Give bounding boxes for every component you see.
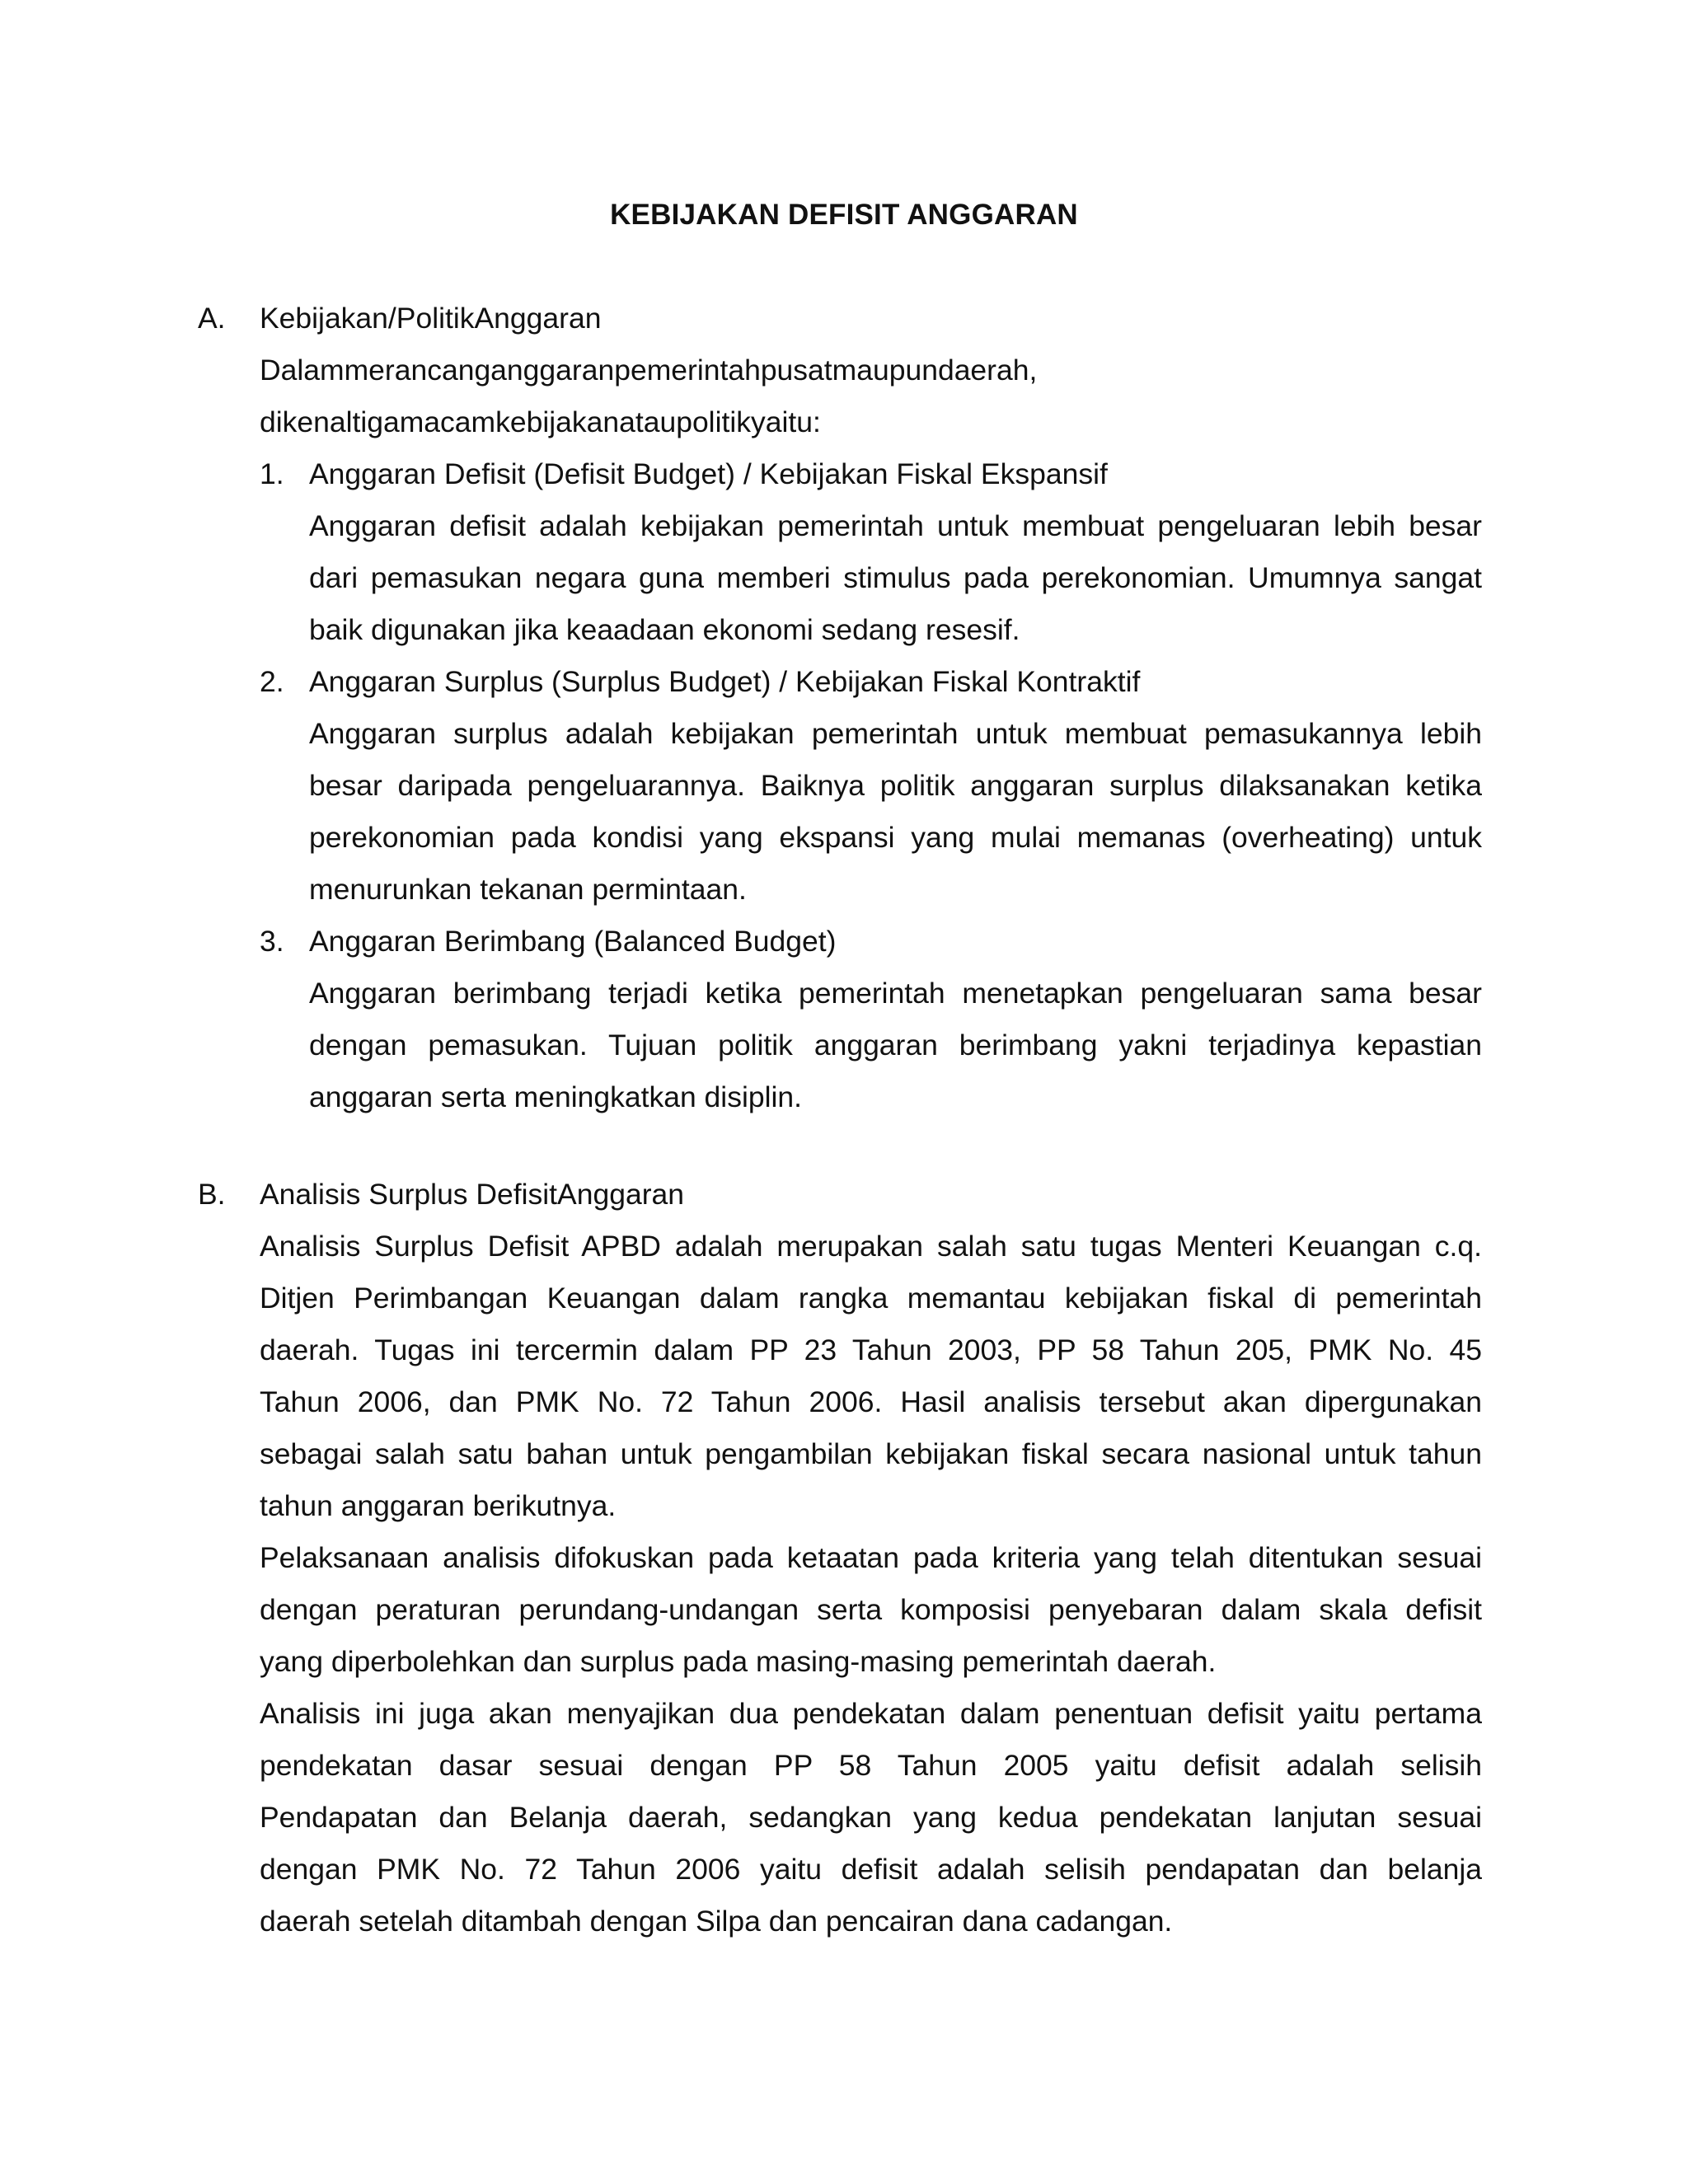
list-item-line: Anggaran berimbang terjadi ketika pemerintah menetapkan pengeluaran sama besar [309, 977, 1482, 1010]
paragraph-line: Pendapatan dan Belanja daerah, sedangkan yang kedua pendekatan lanjutan sesuai [260, 1801, 1482, 1834]
list-item-line: Anggaran surplus adalah kebijakan pemerintah untuk membuat pemasukannya lebih [309, 717, 1482, 750]
section-b-body [260, 1169, 1482, 1947]
section-a-intro-line: dikenaltigamacamkebijakanataupolitikyaitu: [260, 405, 821, 438]
list-item-heading: Anggaran Surplus (Surplus Budget) / Kebijakan Fiskal Kontraktif [309, 665, 1141, 698]
paragraph-line: Tahun 2006, dan PMK No. 72 Tahun 2006. Hasil analisis tersebut akan dipergunakan [260, 1385, 1482, 1418]
list-item-line: anggaran serta meningkatkan disiplin. [309, 1080, 802, 1113]
list-item-number: 1. [260, 457, 284, 490]
list-item-heading: Anggaran Berimbang (Balanced Budget) [309, 925, 837, 958]
list-item-line: dari pemasukan negara guna memberi stimulus pada perekonomian. Umumnya sangat [309, 561, 1482, 594]
list-item [309, 656, 1482, 916]
paragraph-line: daerah. Tugas ini tercermin dalam PP 23 Tahun 2003, PP 58 Tahun 205, PMK No. 45 [260, 1333, 1482, 1366]
paragraph-line: yang diperbolehkan dan surplus pada masing-masing pemerintah daerah. [260, 1645, 1217, 1678]
section-a-header [260, 293, 1482, 448]
list-item [309, 448, 1482, 656]
paragraph-line: daerah setelah ditambah dengan Silpa dan pencairan dana cadangan. [260, 1905, 1173, 1938]
section-a-letter: A. [198, 302, 226, 335]
list-item-line: menurunkan tekanan permintaan. [309, 873, 747, 906]
section-b-heading: Analisis Surplus DefisitAnggaran [260, 1178, 685, 1211]
list-item-line: baik digunakan jika keaadaan ekonomi sedang resesif. [309, 613, 1020, 646]
paragraph-line: Analisis Surplus Defisit APBD adalah merupakan salah satu tugas Menteri Keuangan c.q. [260, 1230, 1482, 1263]
paragraph-line: Analisis ini juga akan menyajikan dua pendekatan dalam penentuan defisit yaitu pertama [260, 1697, 1482, 1730]
paragraph-line: dengan PMK No. 72 Tahun 2006 yaitu defisit adalah selisih pendapatan dan belanja [260, 1853, 1482, 1886]
paragraph-line: pendekatan dasar sesuai dengan PP 58 Tahun 2005 yaitu defisit adalah selisih [260, 1749, 1482, 1782]
paragraph-line: Ditjen Perimbangan Keuangan dalam rangka memantau kebijakan fiskal di pemerintah [260, 1282, 1482, 1315]
list-item-line: dengan pemasukan. Tujuan politik anggaran berimbang yakni terjadinya kepastian [309, 1029, 1482, 1062]
paragraph-line: sebagai salah satu bahan untuk pengambilan kebijakan fiskal secara nasional untuk tahun [260, 1437, 1482, 1470]
list-item-number: 2. [260, 665, 284, 698]
paragraph-line: Pelaksanaan analisis difokuskan pada ketaatan pada kriteria yang telah ditentukan sesuai [260, 1541, 1482, 1574]
list-item-number: 3. [260, 925, 284, 958]
paragraph-line: dengan peraturan perundang-undangan serta komposisi penyebaran dalam skala defisit [260, 1593, 1482, 1626]
section-b-letter: B. [198, 1178, 226, 1211]
list-item-heading: Anggaran Defisit (Defisit Budget) / Kebijakan Fiskal Ekspansif [309, 457, 1108, 490]
section-a-heading: Kebijakan/PolitikAnggaran [260, 302, 602, 335]
list-item-line: Anggaran defisit adalah kebijakan pemerintah untuk membuat pengeluaran lebih besar [309, 509, 1482, 542]
section-a-intro-line: Dalammerancanganggaranpemerintahpusatmaupundaerah, [260, 354, 1038, 387]
list-item [309, 916, 1482, 1123]
document-title: KEBIJAKAN DEFISIT ANGGARAN [610, 199, 1078, 231]
paragraph-line: tahun anggaran berikutnya. [260, 1489, 617, 1522]
list-item-line: perekonomian pada kondisi yang ekspansi yang mulai memanas (overheating) untuk [309, 821, 1482, 854]
list-item-line: besar daripada pengeluarannya. Baiknya politik anggaran surplus dilaksanakan ketika [309, 769, 1482, 802]
